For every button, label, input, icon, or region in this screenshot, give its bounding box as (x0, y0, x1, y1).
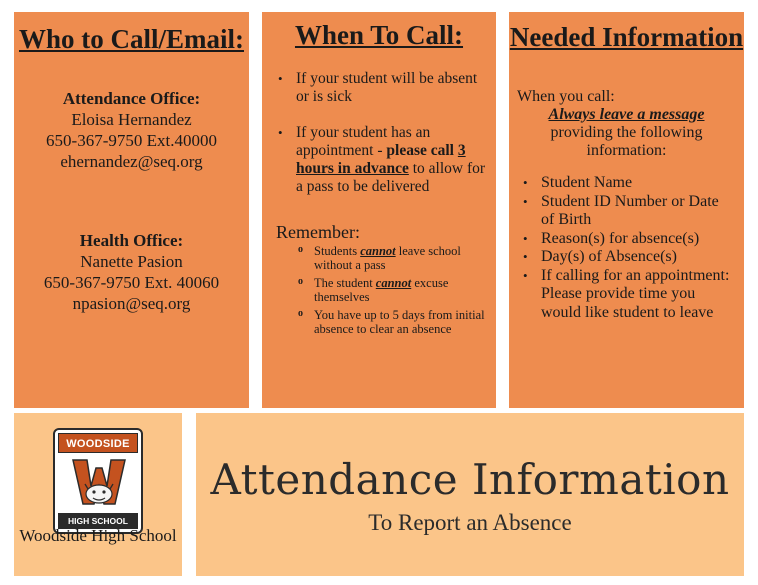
health-contact-name: Nanette Pasion (80, 252, 183, 271)
list-item: • Student Name (523, 174, 736, 193)
page-title: Attendance Information (210, 455, 730, 504)
school-name: Woodside High School (19, 526, 177, 545)
list-item (298, 244, 486, 272)
needed-info-list (509, 174, 744, 322)
sub-emphasis: cannot (360, 244, 396, 258)
who-to-call-title: Who to Call/Email: (18, 24, 244, 54)
list-item (278, 124, 488, 196)
list-item: o You have up to 5 days from initial absence to clear an absence (298, 308, 486, 336)
remember-list (262, 244, 496, 336)
bullet-emphasis-underlined: 3 hours in advance (296, 142, 466, 177)
bullet-text: If your student has an appointment - (296, 124, 431, 159)
when-to-call-title: When To Call: (294, 20, 464, 50)
list-item: • Student ID Number or Date of Birth (523, 193, 736, 230)
health-email: npasion@seq.org (72, 294, 191, 313)
health-phone: 650-367-9750 Ext. 40060 (43, 273, 220, 292)
bullet-emphasis: please call (386, 142, 458, 159)
w-mascot-icon (71, 456, 127, 508)
bullet-text: to allow for a pass to be delivered (296, 160, 486, 195)
list-item: • If your student will be absent or is sick (278, 70, 488, 106)
attendance-phone: 650-367-9750 Ext.40000 (46, 131, 217, 150)
logo-bottom-text: HIGH SCHOOL (58, 513, 138, 529)
health-office-contact (14, 230, 249, 314)
needed-information-panel (509, 12, 744, 408)
attendance-contact-name: Eloisa Hernandez (71, 110, 192, 129)
title-block (196, 413, 744, 576)
when-you-call-text: When you call: (517, 88, 615, 105)
list-item: • If calling for an appointment: Please provide time you would like student to leave (523, 267, 736, 323)
who-to-call-panel (14, 12, 249, 408)
attendance-office-label: Attendance Office: (62, 89, 201, 108)
list-item: • Reason(s) for absence(s) (523, 230, 736, 249)
health-office-label: Health Office: (79, 231, 184, 250)
remember-heading: Remember: (276, 222, 360, 242)
sub-text: Students (314, 244, 361, 258)
attendance-office-contact (14, 88, 249, 172)
providing-info-text: providing the following information: (550, 124, 703, 159)
list-item: • Day(s) of Absence(s) (523, 248, 736, 267)
sub-text: The student (314, 276, 376, 290)
sub-text: excuse themselves (314, 276, 449, 304)
attendance-email: ehernandez@seq.org (60, 152, 203, 171)
needed-information-title: Needed Information (509, 22, 744, 52)
sub-emphasis: cannot (375, 276, 412, 290)
when-to-call-list (262, 70, 496, 196)
school-logo (53, 428, 143, 534)
when-to-call-panel (262, 12, 496, 408)
logo-top-text: WOODSIDE (58, 433, 138, 453)
school-logo-block (14, 413, 182, 576)
list-item (298, 276, 486, 304)
leave-message-text: Always leave a message (548, 106, 705, 123)
page-subtitle: To Report an Absence (368, 510, 572, 535)
sub-text: leave school without a pass (314, 244, 461, 272)
